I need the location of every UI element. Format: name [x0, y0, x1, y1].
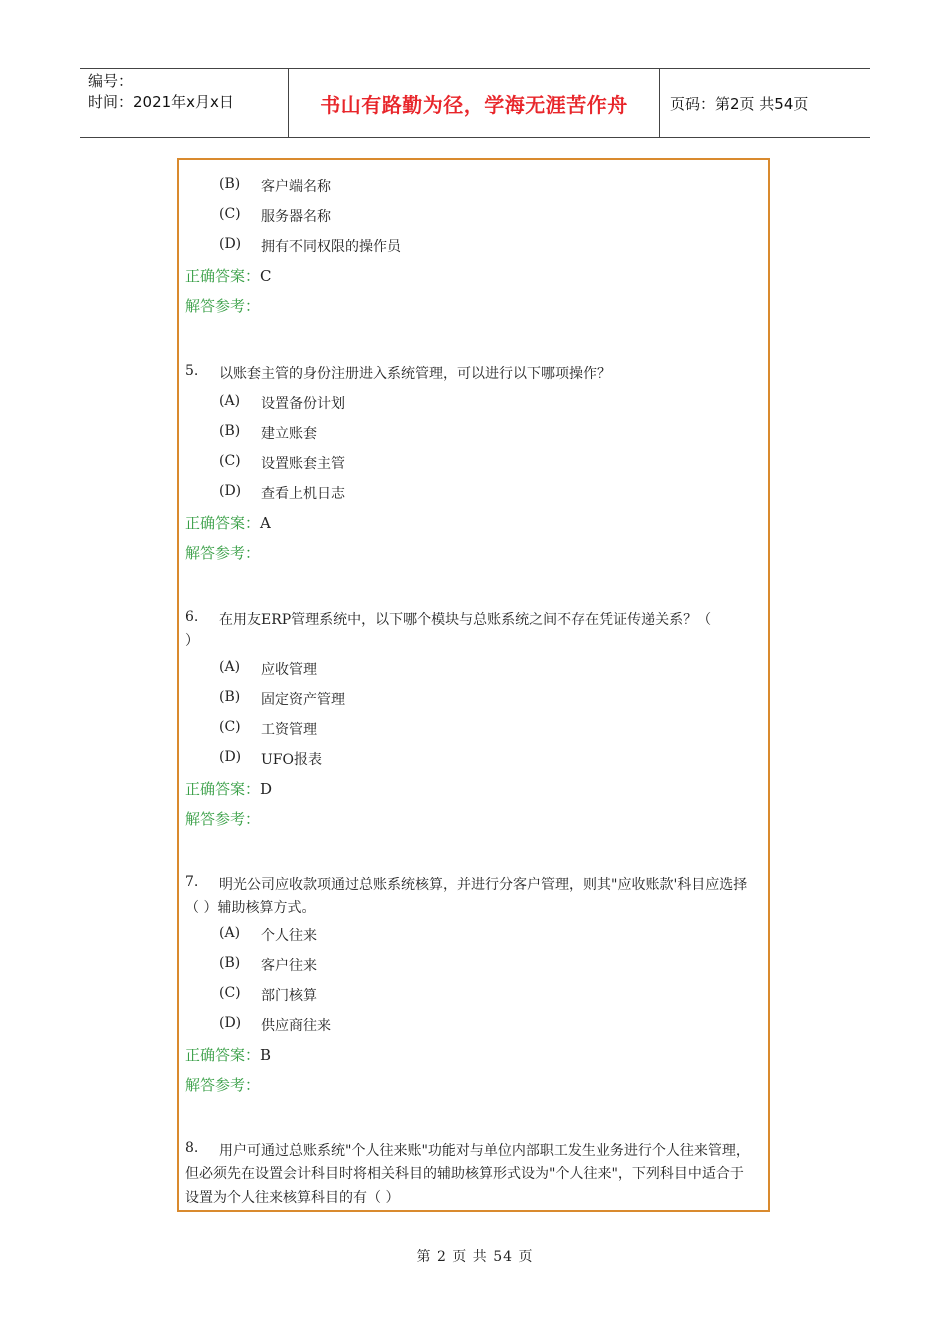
option-text: 工资管理 [261, 722, 317, 738]
option-label: (B) [219, 176, 241, 192]
option-text: 固定资产管理 [261, 692, 345, 708]
option-label: (D) [219, 749, 242, 765]
option-label: (A) [219, 925, 241, 941]
option-label: (C) [219, 985, 241, 1001]
option-text: 服务器名称 [261, 209, 331, 225]
answer-reference: 解答参考： [185, 810, 261, 828]
question-text: 用户可通过总账系统"个人往来账"功能对与单位内部职工发生业务进行个人往来管理， [219, 1143, 750, 1159]
option-text: 查看上机日志 [261, 486, 345, 502]
question-text-continued: 但必须先在设置会计科目时将相关科目的辅助核算形式设为"个人往来"，下列科目中适合于 [185, 1166, 744, 1182]
question-number: 6. [185, 609, 199, 625]
question-text-continued: 设置为个人往来核算科目的有（ ） [185, 1190, 400, 1206]
option-label: (D) [219, 236, 242, 252]
answer-value: B [260, 1046, 272, 1064]
question-text-continued: （ ）辅助核算方式。 [185, 900, 316, 916]
option-label: (D) [219, 1015, 242, 1031]
option-text: 应收管理 [261, 662, 317, 678]
correct-answer: 正确答案：C [185, 267, 272, 285]
question-text: 明光公司应收款项通过总账系统核算，并进行分客户管理，则其"应收账款'科目应选择 [219, 877, 748, 893]
option-label: (D) [219, 483, 242, 499]
option-label: (A) [219, 393, 241, 409]
option-label: (B) [219, 423, 241, 439]
option-text: 部门核算 [261, 988, 317, 1004]
number-label: 编号： [88, 72, 134, 90]
answer-reference: 解答参考： [185, 1076, 261, 1094]
option-text: 供应商往来 [261, 1018, 331, 1034]
answer-value: C [260, 267, 272, 285]
option-text: 拥有不同权限的操作员 [261, 239, 401, 255]
question-text: 以账套主管的身份注册进入系统管理，可以进行以下哪项操作？ [219, 366, 611, 382]
header-motto: 书山有路勤为径，学海无涯苦作舟 [289, 69, 660, 137]
option-label: (B) [219, 689, 241, 705]
header-meta [80, 69, 289, 137]
page-footer: 第 2 页 共 54 页 [416, 1249, 534, 1265]
option-text: 建立账套 [261, 426, 317, 442]
option-label: (B) [219, 955, 241, 971]
question-text-continued: ） [185, 633, 199, 649]
question-number: 7. [185, 874, 199, 890]
option-label: (A) [219, 659, 241, 675]
question-text: 在用友ERP管理系统中，以下哪个模块与总账系统之间不存在凭证传递关系？（ [219, 612, 712, 628]
option-text: 设置备份计划 [261, 396, 345, 412]
option-text: 设置账套主管 [261, 456, 345, 472]
option-text: 客户往来 [261, 958, 317, 974]
correct-answer: 正确答案：B [185, 1046, 272, 1064]
answer-reference: 解答参考： [185, 544, 261, 562]
option-text: UFO报表 [261, 752, 322, 768]
option-label: (C) [219, 206, 241, 222]
correct-answer: 正确答案：A [185, 514, 271, 532]
answer-value: A [260, 514, 271, 532]
question-number: 5. [185, 363, 199, 379]
answer-value: D [260, 780, 273, 798]
correct-answer: 正确答案：D [185, 780, 273, 798]
option-text: 客户端名称 [261, 179, 331, 195]
option-text: 个人往来 [261, 928, 317, 944]
header-page-info: 页码：第2页 共54页 [670, 94, 809, 113]
answer-reference: 解答参考： [185, 297, 261, 315]
page-header [80, 68, 870, 138]
question-number: 8. [185, 1140, 199, 1156]
option-label: (C) [219, 719, 241, 735]
time-label: 时间：2021年x月x日 [88, 93, 234, 111]
option-label: (C) [219, 453, 241, 469]
question-panel [177, 158, 770, 1212]
